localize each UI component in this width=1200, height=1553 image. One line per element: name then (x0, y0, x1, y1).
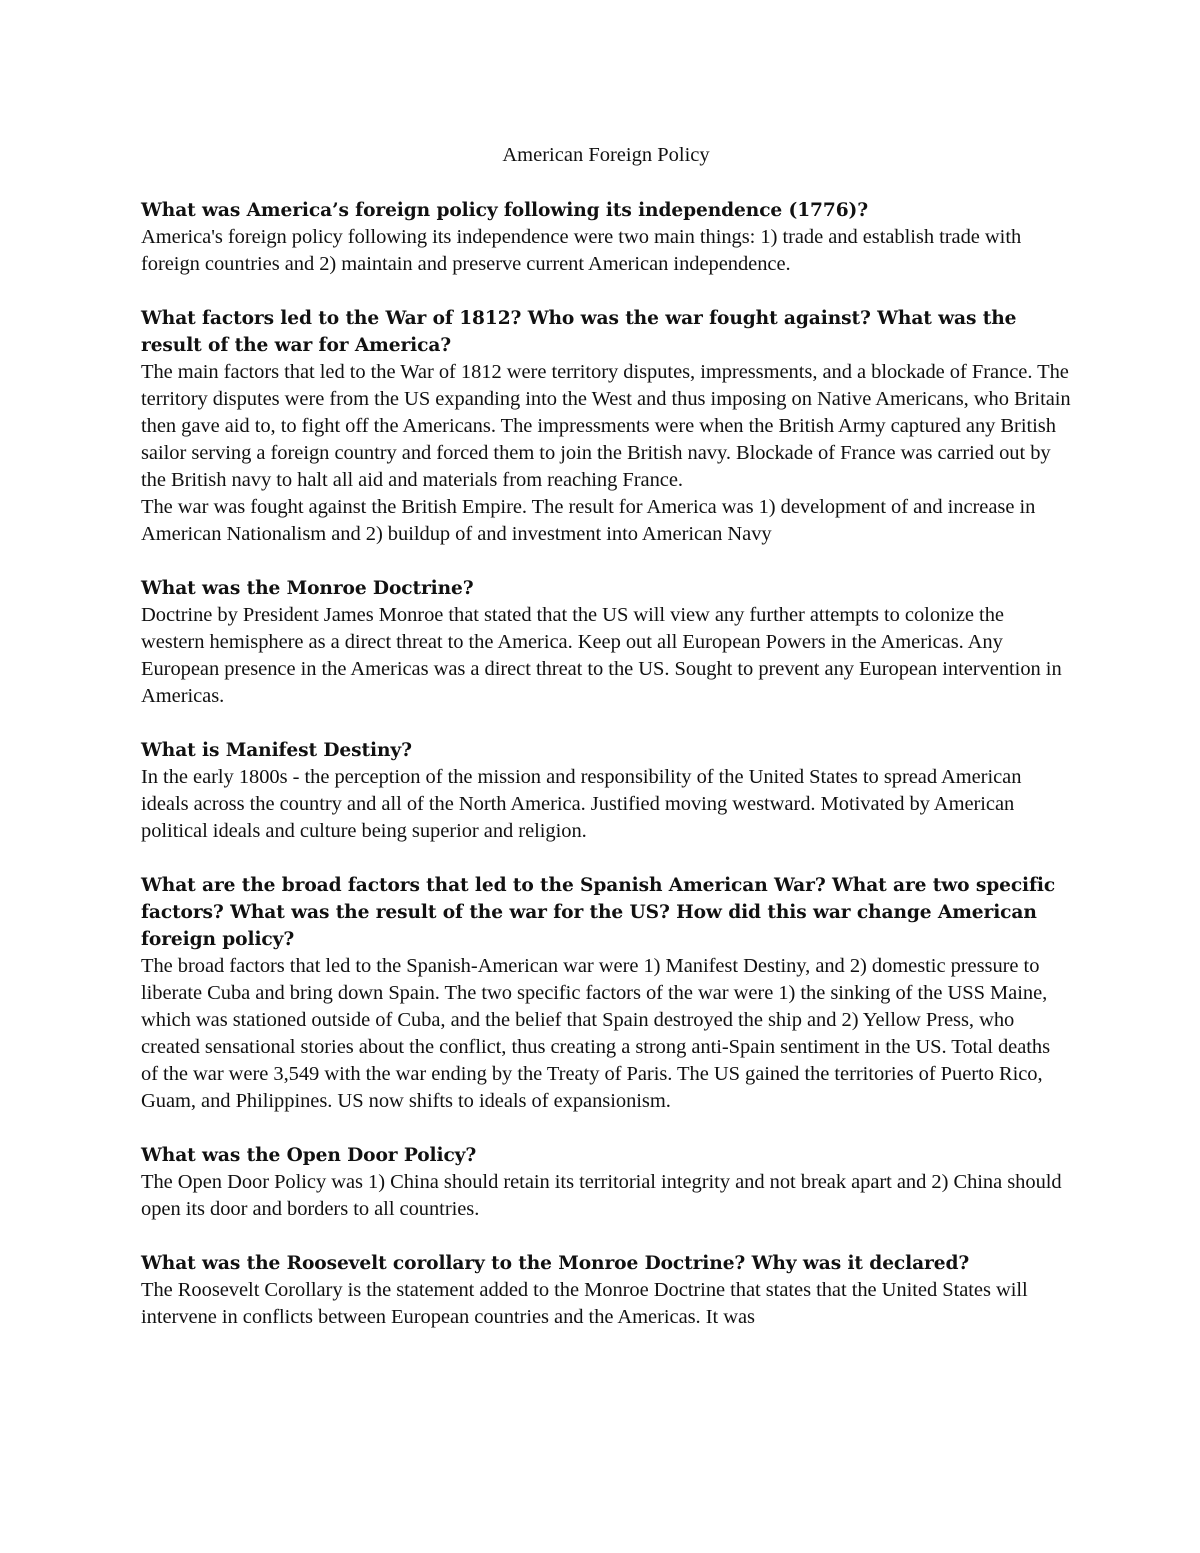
qa-section-manifest-destiny (141, 737, 1071, 845)
answer-paragraph: Doctrine by President James Monroe that stated that the US will view any further attempts to colonize the western hemisphere as a direct threat to the America. Keep out all European Powers in the Americas. Any European presence in the Americas was a direct threat to the US. Sought to prevent any European intervention in Americas. (141, 604, 1062, 707)
qa-section-spanish-american-war (141, 872, 1071, 1115)
qa-section-independence (141, 197, 1071, 278)
answer-paragraph: The war was fought against the British Empire. The result for America was 1) development of and increase in American Nationalism and 2) buildup of and investment into American Navy (141, 496, 1036, 545)
question-heading: What was the Open Door Policy? (141, 1145, 477, 1166)
qa-section-open-door-policy (141, 1142, 1071, 1223)
document-title: American Foreign Policy (502, 144, 710, 166)
document-page (141, 142, 1071, 1358)
question-heading: What was the Roosevelt corollary to the Monroe Doctrine? Why was it declared? (141, 1253, 970, 1274)
answer-paragraph: The Open Door Policy was 1) China should retain its territorial integrity and not break apart and 2) China should open its door and borders to all countries. (141, 1171, 1062, 1220)
answer-paragraph: In the early 1800s - the perception of the mission and responsibility of the United States to spread American ideals across the country and all of the North America. Justified moving westward. Motivated by American political ideals and culture being superior and religion. (141, 766, 1022, 842)
answer-paragraph: The broad factors that led to the Spanish-American war were 1) Manifest Destiny, and 2) domestic pressure to liberate Cuba and bring down Spain. The two specific factors of the war were 1) the sinking of the USS Maine, which was stationed outside of Cuba, and the belief that Spain destroyed the ship and 2) Yellow Press, who created sensational stories about the conflict, thus creating a strong anti-Spain sentiment in the US. Total deaths of the war were 3,549 with the war ending by the Treaty of Paris. The US gained the territories of Puerto Rico, Guam, and Philippines. US now shifts to ideals of expansionism. (141, 955, 1051, 1112)
answer-paragraph: The Roosevelt Corollary is the statement added to the Monroe Doctrine that states that the United States will intervene in conflicts between European countries and the Americas. It was (141, 1279, 1028, 1328)
question-heading: What was the Monroe Doctrine? (141, 578, 474, 599)
question-heading: What factors led to the War of 1812? Who was the war fought against? What was the result of the war for America? (141, 308, 1017, 356)
question-heading: What is Manifest Destiny? (141, 740, 412, 761)
qa-section-roosevelt-corollary (141, 1250, 1071, 1331)
question-heading: What was America’s foreign policy following its independence (1776)? (141, 200, 869, 221)
answer-paragraph: The main factors that led to the War of 1812 were territory disputes, impressments, and a blockade of France. The territory disputes were from the US expanding into the West and thus imposing on Native Americans, who Britain then gave aid to, to fight off the Americans. The impressments were when the British Army captured any British sailor serving a foreign country and forced them to join the British navy. Blockade of France was carried out by the British navy to halt all aid and materials from reaching France. (141, 361, 1071, 491)
question-heading: What are the broad factors that led to the Spanish American War? What are two specific factors? What was the result of the war for the US? How did this war change American foreign policy? (141, 875, 1056, 950)
qa-section-monroe-doctrine (141, 575, 1071, 710)
qa-section-war-of-1812 (141, 305, 1071, 548)
answer-paragraph: America's foreign policy following its independence were two main things: 1) trade and establish trade with foreign countries and 2) maintain and preserve current American independence. (141, 226, 1022, 275)
